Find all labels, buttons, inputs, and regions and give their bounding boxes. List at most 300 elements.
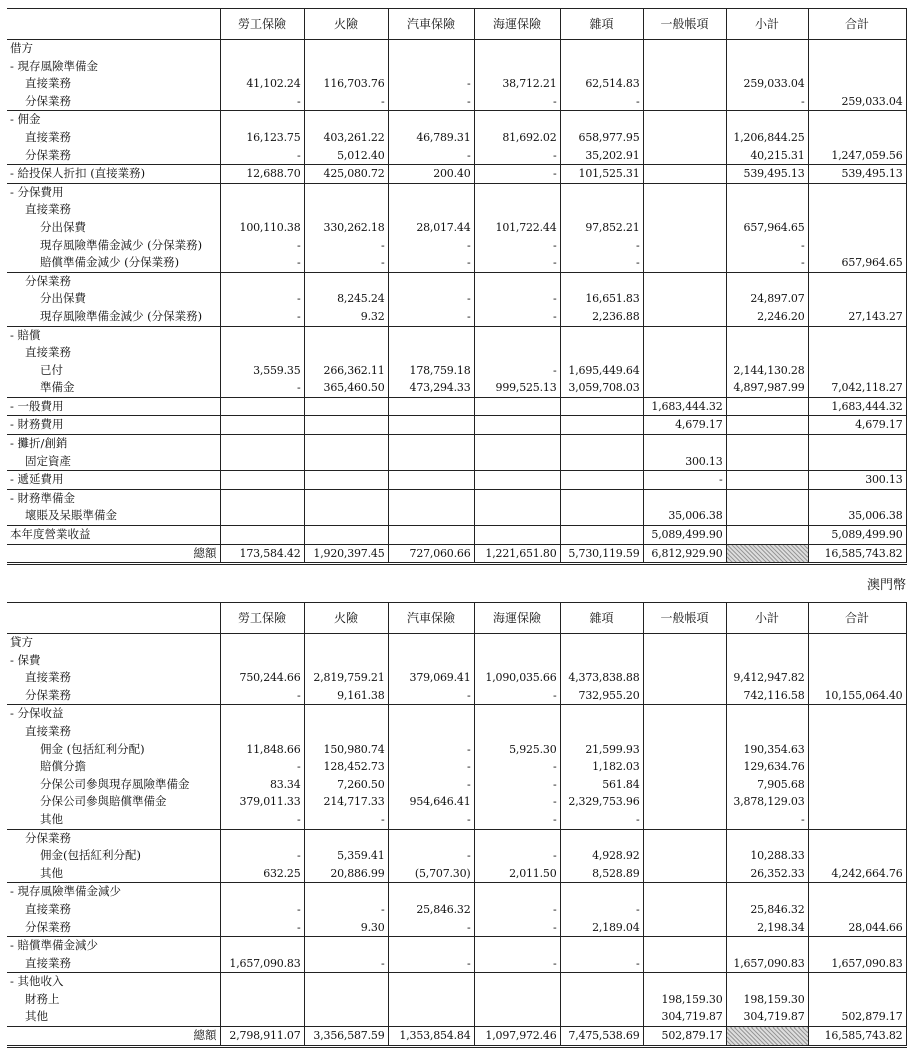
cell-value (474, 416, 560, 435)
cell-value (726, 526, 808, 545)
cell-value (220, 183, 304, 201)
cell-value (560, 397, 643, 416)
row-label: 分出保費 (7, 219, 220, 237)
cell-value: 561.84 (560, 776, 643, 794)
cell-value (643, 183, 726, 201)
cell-value (643, 705, 726, 723)
cell-value (304, 652, 388, 670)
cell-value (474, 326, 560, 344)
cell-value (643, 687, 726, 705)
hatched-cell (726, 1027, 808, 1047)
cell-value: 28,044.66 (808, 919, 906, 937)
cell-value: - (474, 847, 560, 865)
cell-value (304, 453, 388, 471)
row-label: 其他 (7, 1008, 220, 1026)
cell-value (474, 937, 560, 955)
cell-value (560, 883, 643, 901)
cell-value (220, 829, 304, 847)
cell-value: 539,495.13 (726, 165, 808, 184)
cell-value (560, 326, 643, 344)
row-label: 直接業務 (7, 669, 220, 687)
cell-value (474, 723, 560, 741)
cell-value (560, 829, 643, 847)
column-header: 雜項 (560, 9, 643, 40)
cell-value (808, 201, 906, 219)
cell-value (304, 705, 388, 723)
cell-value (474, 526, 560, 545)
cell-value (726, 829, 808, 847)
cell-value (643, 362, 726, 380)
total-row (7, 1027, 906, 1047)
cell-value (808, 129, 906, 147)
cell-value: - (304, 955, 388, 973)
column-header: 海運保險 (474, 603, 560, 634)
cell-value (808, 991, 906, 1009)
cell-value: 198,159.30 (726, 991, 808, 1009)
cell-value: 4,679.17 (643, 416, 726, 435)
cell-value: - (474, 919, 560, 937)
cell-value: 116,703.76 (304, 75, 388, 93)
cell-value (474, 40, 560, 58)
table-row (7, 811, 906, 829)
row-label: 分保業務 (7, 687, 220, 705)
cell-value: 9,412,947.82 (726, 669, 808, 687)
cell-value (643, 201, 726, 219)
table-row (7, 201, 906, 219)
cell-value (643, 669, 726, 687)
cell-value: 259,033.04 (726, 75, 808, 93)
cell-value: 1,657,090.83 (726, 955, 808, 973)
cell-value (220, 397, 304, 416)
cell-value: 403,261.22 (304, 129, 388, 147)
cell-value: 266,362.11 (304, 362, 388, 380)
cell-value: 657,964.65 (808, 254, 906, 272)
cell-value (643, 634, 726, 652)
cell-value (474, 991, 560, 1009)
cell-value: 28,017.44 (388, 219, 474, 237)
cell-value (560, 705, 643, 723)
table-row (7, 865, 906, 883)
cell-value: 190,354.63 (726, 741, 808, 759)
cell-value: - (560, 237, 643, 255)
cell-value (808, 219, 906, 237)
row-label: - 財務費用 (7, 416, 220, 435)
table-row (7, 883, 906, 901)
cell-value: 5,089,499.90 (808, 526, 906, 545)
cell-value: - (304, 93, 388, 111)
cell-value (304, 489, 388, 507)
cell-value: 9.32 (304, 308, 388, 326)
cell-value (388, 991, 474, 1009)
cell-value: - (474, 776, 560, 794)
cell-value: 2,819,759.21 (304, 669, 388, 687)
total-value: 5,730,119.59 (560, 544, 643, 564)
cell-value (808, 669, 906, 687)
cell-value (220, 111, 304, 129)
cell-value: (5,707.30) (388, 865, 474, 883)
cell-value: - (388, 687, 474, 705)
cell-value: - (304, 254, 388, 272)
cell-value: - (388, 847, 474, 865)
cell-value (474, 111, 560, 129)
cell-value (388, 973, 474, 991)
table-row (7, 955, 906, 973)
cell-value: 25,846.32 (726, 901, 808, 919)
cell-value (220, 652, 304, 670)
cell-value (560, 272, 643, 290)
cell-value: 2,198.34 (726, 919, 808, 937)
cell-value (808, 344, 906, 362)
cell-value (643, 58, 726, 76)
cell-value: - (388, 237, 474, 255)
cell-value (643, 883, 726, 901)
row-label: 直接業務 (7, 75, 220, 93)
cell-value (560, 344, 643, 362)
row-label: 現存風險準備金減少 (分保業務) (7, 237, 220, 255)
table-row (7, 344, 906, 362)
cell-value (304, 111, 388, 129)
cell-value: 178,759.18 (388, 362, 474, 380)
cell-value: - (726, 237, 808, 255)
table-row (7, 507, 906, 525)
cell-value: - (474, 955, 560, 973)
cell-value (643, 129, 726, 147)
cell-value (726, 453, 808, 471)
cell-value (643, 147, 726, 165)
table-row (7, 847, 906, 865)
cell-value: 304,719.87 (726, 1008, 808, 1026)
cell-value: 16,651.83 (560, 290, 643, 308)
table-row (7, 254, 906, 272)
cell-value: 35,202.91 (560, 147, 643, 165)
cell-value (726, 58, 808, 76)
cell-value: - (560, 901, 643, 919)
cell-value: 8,245.24 (304, 290, 388, 308)
row-label: 財務上 (7, 991, 220, 1009)
cell-value (643, 75, 726, 93)
cell-value: 1,683,444.32 (643, 397, 726, 416)
cell-value: - (474, 793, 560, 811)
cell-value (388, 1008, 474, 1026)
total-value: 1,097,972.46 (474, 1027, 560, 1047)
table-row (7, 219, 906, 237)
cell-value (726, 344, 808, 362)
table-row (7, 471, 906, 490)
cell-value (388, 883, 474, 901)
cell-value: 4,897,987.99 (726, 379, 808, 397)
cell-value (808, 489, 906, 507)
cell-value: 198,159.30 (643, 991, 726, 1009)
cell-value: - (388, 147, 474, 165)
row-label: - 分保費用 (7, 183, 220, 201)
table-row (7, 40, 906, 58)
cell-value (304, 58, 388, 76)
cell-value: - (388, 308, 474, 326)
row-label: - 現存風險準備金減少 (7, 883, 220, 901)
cell-value (726, 937, 808, 955)
cell-value (474, 435, 560, 453)
cell-value (560, 435, 643, 453)
cell-value (643, 865, 726, 883)
cell-value: - (474, 165, 560, 184)
column-header: 合計 (808, 9, 906, 40)
cell-value (474, 58, 560, 76)
cell-value: 16,123.75 (220, 129, 304, 147)
cell-value (643, 379, 726, 397)
cell-value (388, 453, 474, 471)
cell-value (808, 758, 906, 776)
cell-value: 1,182.03 (560, 758, 643, 776)
table-row (7, 723, 906, 741)
table-row (7, 129, 906, 147)
cell-value: - (220, 237, 304, 255)
cell-value: 1,657,090.83 (220, 955, 304, 973)
column-header: 一般帳項 (643, 9, 726, 40)
cell-value: - (560, 811, 643, 829)
cell-value (474, 344, 560, 362)
cell-value (474, 397, 560, 416)
row-label: 直接業務 (7, 955, 220, 973)
cell-value (643, 937, 726, 955)
table-row (7, 75, 906, 93)
cell-value (474, 183, 560, 201)
cell-value (304, 1008, 388, 1026)
cell-value (560, 723, 643, 741)
cell-value: - (474, 901, 560, 919)
cell-value: 41,102.24 (220, 75, 304, 93)
cell-value (643, 290, 726, 308)
cell-value (388, 507, 474, 525)
table-row (7, 379, 906, 397)
row-label: 現存風險準備金減少 (分保業務) (7, 308, 220, 326)
cell-value: 35,006.38 (808, 507, 906, 525)
column-header: 小計 (726, 9, 808, 40)
cell-value (304, 526, 388, 545)
cell-value: 62,514.83 (560, 75, 643, 93)
cell-value (220, 634, 304, 652)
cell-value: 365,460.50 (304, 379, 388, 397)
cell-value (474, 705, 560, 723)
cell-value (808, 290, 906, 308)
cell-value (474, 634, 560, 652)
cell-value: 1,247,059.56 (808, 147, 906, 165)
cell-value (220, 705, 304, 723)
cell-value: 10,155,064.40 (808, 687, 906, 705)
cell-value: 2,189.04 (560, 919, 643, 937)
cell-value (560, 471, 643, 490)
cell-value (388, 58, 474, 76)
cell-value: 379,011.33 (220, 793, 304, 811)
cell-value: - (388, 758, 474, 776)
cell-value: 129,634.76 (726, 758, 808, 776)
cell-value: - (220, 811, 304, 829)
cell-value (726, 507, 808, 525)
cell-value: 658,977.95 (560, 129, 643, 147)
cell-value (560, 453, 643, 471)
cell-value (220, 991, 304, 1009)
total-value: 16,585,743.82 (808, 1027, 906, 1047)
table-row (7, 705, 906, 723)
cell-value (643, 272, 726, 290)
cell-value (474, 471, 560, 490)
cell-value (388, 111, 474, 129)
row-label: 準備金 (7, 379, 220, 397)
cell-value: 40,215.31 (726, 147, 808, 165)
cell-value (726, 705, 808, 723)
cell-value (560, 58, 643, 76)
column-header: 海運保險 (474, 9, 560, 40)
cell-value (808, 40, 906, 58)
cell-value: 750,244.66 (220, 669, 304, 687)
cell-value (808, 811, 906, 829)
cell-value: 214,717.33 (304, 793, 388, 811)
cell-value (220, 272, 304, 290)
cell-value: - (388, 254, 474, 272)
cell-value: - (474, 308, 560, 326)
total-label: 總額 (7, 1027, 220, 1047)
cell-value (220, 489, 304, 507)
cell-value: - (220, 847, 304, 865)
table-row (7, 326, 906, 344)
cell-value (560, 507, 643, 525)
row-label: - 遞延費用 (7, 471, 220, 490)
table-row (7, 272, 906, 290)
cell-value (560, 937, 643, 955)
cell-value: 7,905.68 (726, 776, 808, 794)
cell-value (808, 973, 906, 991)
cell-value: 259,033.04 (808, 93, 906, 111)
cell-value (560, 973, 643, 991)
cell-value (643, 793, 726, 811)
table-row (7, 165, 906, 184)
cell-value (643, 919, 726, 937)
row-label: - 分保收益 (7, 705, 220, 723)
cell-value (808, 435, 906, 453)
cell-value: - (726, 93, 808, 111)
cell-value: 330,262.18 (304, 219, 388, 237)
cell-value (726, 435, 808, 453)
cell-value (808, 741, 906, 759)
cell-value (643, 901, 726, 919)
cell-value (643, 254, 726, 272)
column-header: 火險 (304, 603, 388, 634)
row-label: 本年度營業收益 (7, 526, 220, 545)
cell-value (220, 344, 304, 362)
cell-value: - (388, 919, 474, 937)
row-label: - 保費 (7, 652, 220, 670)
cell-value (643, 165, 726, 184)
table-row (7, 793, 906, 811)
cell-value (726, 883, 808, 901)
total-value: 3,356,587.59 (304, 1027, 388, 1047)
row-label: - 佣金 (7, 111, 220, 129)
cell-value (388, 40, 474, 58)
total-value: 727,060.66 (388, 544, 474, 564)
cell-value (808, 634, 906, 652)
cell-value (808, 453, 906, 471)
cell-value: 1,657,090.83 (808, 955, 906, 973)
cell-value: 8,528.89 (560, 865, 643, 883)
cell-value: - (726, 811, 808, 829)
cell-value: 10,288.33 (726, 847, 808, 865)
cell-value: - (220, 687, 304, 705)
cell-value (474, 883, 560, 901)
cell-value (560, 652, 643, 670)
cell-value (808, 829, 906, 847)
cell-value: 304,719.87 (643, 1008, 726, 1026)
column-header: 勞工保險 (220, 9, 304, 40)
cell-value: 2,329,753.96 (560, 793, 643, 811)
cell-value (643, 308, 726, 326)
row-label: 其他 (7, 811, 220, 829)
cell-value (304, 723, 388, 741)
cell-value (220, 471, 304, 490)
cell-value (726, 634, 808, 652)
table-row (7, 308, 906, 326)
cell-value (388, 201, 474, 219)
header-blank (7, 9, 220, 40)
currency-label: 澳門幣 (866, 578, 906, 593)
cell-value: 954,646.41 (388, 793, 474, 811)
header-blank (7, 603, 220, 634)
cell-value (388, 183, 474, 201)
table-row (7, 237, 906, 255)
total-label: 總額 (7, 544, 220, 564)
cell-value: - (474, 93, 560, 111)
cell-value (388, 829, 474, 847)
column-header: 合計 (808, 603, 906, 634)
cell-value: 657,964.65 (726, 219, 808, 237)
cell-value: 24,897.07 (726, 290, 808, 308)
cell-value: - (560, 955, 643, 973)
cell-value (726, 40, 808, 58)
cell-value: 742,116.58 (726, 687, 808, 705)
row-label: 分保公司參與現存風險準備金 (7, 776, 220, 794)
cell-value: 425,080.72 (304, 165, 388, 184)
cell-value (388, 344, 474, 362)
cell-value (220, 973, 304, 991)
cell-value (726, 416, 808, 435)
row-label: 壞賬及呆賬準備金 (7, 507, 220, 525)
cell-value: 2,246.20 (726, 308, 808, 326)
cell-value (560, 526, 643, 545)
cell-value: 9,161.38 (304, 687, 388, 705)
table-row (7, 416, 906, 435)
cell-value (808, 847, 906, 865)
cell-value: 999,525.13 (474, 379, 560, 397)
cell-value: 12,688.70 (220, 165, 304, 184)
row-label: 佣金 (包括紅利分配) (7, 741, 220, 759)
cell-value (643, 776, 726, 794)
cell-value (220, 453, 304, 471)
total-value: 7,475,538.69 (560, 1027, 643, 1047)
cell-value (643, 758, 726, 776)
cell-value (388, 526, 474, 545)
cell-value: 379,069.41 (388, 669, 474, 687)
table-row (7, 58, 906, 76)
cell-value: 101,722.44 (474, 219, 560, 237)
cell-value (808, 883, 906, 901)
cell-value: 81,692.02 (474, 129, 560, 147)
cell-value: 632.25 (220, 865, 304, 883)
table-row (7, 829, 906, 847)
cell-value (643, 847, 726, 865)
cell-value: 200.40 (388, 165, 474, 184)
cell-value: - (220, 147, 304, 165)
cell-value (304, 40, 388, 58)
cell-value (808, 237, 906, 255)
cell-value (726, 652, 808, 670)
